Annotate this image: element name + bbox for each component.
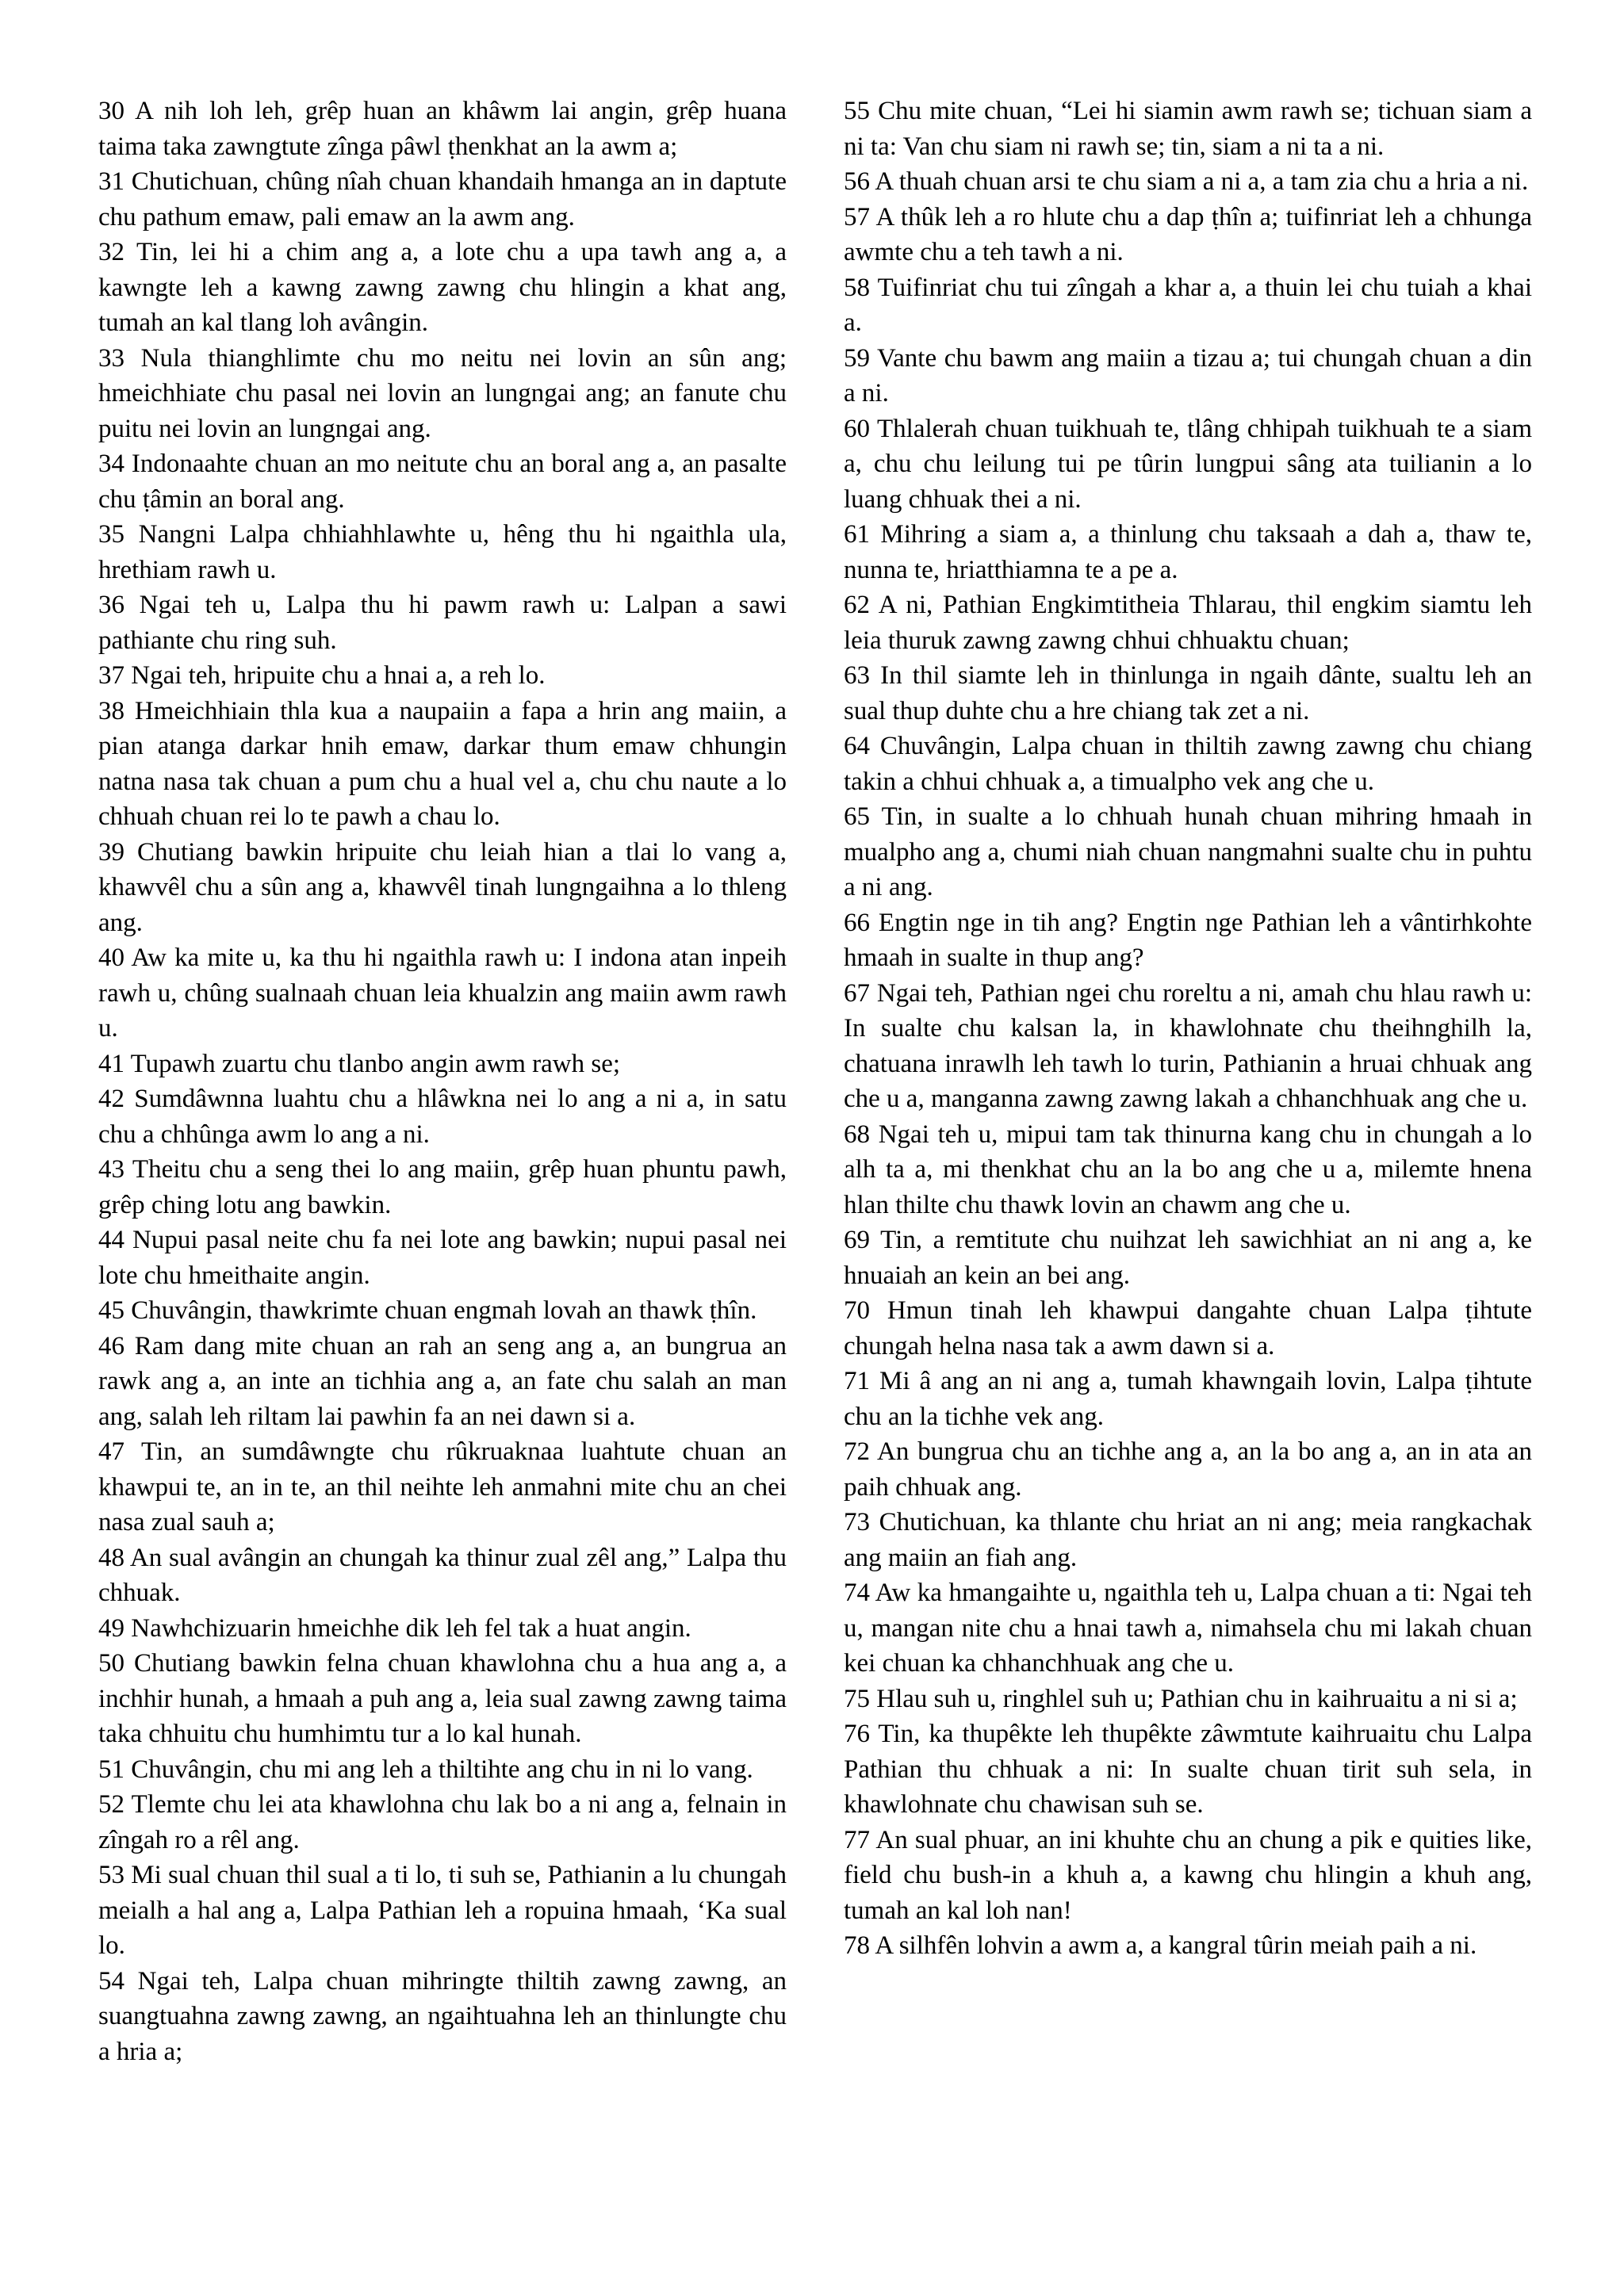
verse-paragraph: 40 Aw ka mite u, ka thu hi ngaithla rawh u: I indona atan inpeih rawh u, chûng sualnaah chuan leia khualzin ang maiin awm rawh u. xyxy=(98,943,787,1043)
verse-paragraph: 49 Nawhchizuarin hmeichhe dik leh fel tak a huat angin. xyxy=(98,1613,691,1643)
verse-paragraph: 46 Ram dang mite chuan an rah an seng ang a, an bungrua an rawk ang a, an inte an tichhia ang a, an fate chu salah an man ang, salah leh riltam lai pawhin fa an nei dawn si a. xyxy=(98,1331,787,1431)
verse-paragraph: 70 Hmun tinah leh khawpui dangahte chuan Lalpa ṭihtute chungah helna nasa tak a awm dawn si a. xyxy=(844,1296,1532,1360)
verse-paragraph: 44 Nupui pasal neite chu fa nei lote ang bawkin; nupui pasal nei lote chu hmeithaite angin. xyxy=(98,1226,787,1290)
verse-paragraph: 35 Nangni Lalpa chhiahhlawhte u, hêng thu hi ngaithla ula, hrethiam rawh u. xyxy=(98,520,787,584)
verse-paragraph: 73 Chutichuan, ka thlante chu hriat an ni ang; meia rangkachak ang maiin an fiah ang. xyxy=(844,1508,1532,1572)
verse-paragraph: 69 Tin, a remtitute chu nuihzat leh sawichhiat an ni ang a, ke hnuaiah an kein an bei ang. xyxy=(844,1226,1532,1290)
verse-paragraph: 53 Mi sual chuan thil sual a ti lo, ti suh se, Pathianin a lu chungah meialh a hal ang a, Lalpa Pathian leh a ropuina hmaah, ‘Ka sual lo. xyxy=(98,1861,787,1960)
verse-paragraph: 52 Tlemte chu lei ata khawlohna chu lak bo a ni ang a, felnain in zîngah ro a rêl ang. xyxy=(98,1790,787,1854)
verse-paragraph: 68 Ngai teh u, mipui tam tak thinurna kang chu in chungah a lo alh ta a, mi thenkhat chu an la bo ang che u a, milemte hnena hlan thilte chu thawk lovin an chawm ang che u. xyxy=(844,1119,1532,1219)
verse-paragraph: 63 In thil siamte leh in thinlunga in ngaih dânte, sualtu leh an sual thup duhte chu a hre chiang tak zet a ni. xyxy=(844,661,1532,725)
verse-paragraph: 45 Chuvângin, thawkrimte chuan engmah lovah an thawk ṭhîn. xyxy=(98,1296,757,1325)
verse-paragraph: 31 Chutichuan, chûng nîah chuan khandaih hmanga an in daptute chu pathum emaw, pali emaw an la awm ang. xyxy=(98,167,787,232)
verse-paragraph: 30 A nih loh leh, grêp huan an khâwm lai angin, grêp huana taima taka zawngtute zînga pâwl ṭhenkhat an la awm a; xyxy=(98,97,787,161)
verse-paragraph: 72 An bungrua chu an tichhe ang a, an la bo ang a, an in ata an paih chhuak ang. xyxy=(844,1437,1532,1502)
verse-paragraph: 55 Chu mite chuan, “Lei hi siamin awm rawh se; tichuan siam a ni ta: Van chu siam ni rawh se; tin, siam a ni ta a ni. xyxy=(844,97,1532,161)
verse-paragraph: 66 Engtin nge in tih ang? Engtin nge Pathian leh a vântirhkohte hmaah in sualte in thup ang? xyxy=(844,908,1532,972)
verse-paragraph: 47 Tin, an sumdâwngte chu rûkruaknaa luahtute chuan an khawpui te, an in te, an thil neihte leh anmahni mite chu an chei nasa zual sauh a; xyxy=(98,1437,787,1536)
verse-paragraph: 61 Mihring a siam a, a thinlung chu taksaah a dah a, thaw te, nunna te, hriatthiamna te a pe a. xyxy=(844,520,1532,584)
verse-paragraph: 65 Tin, in sualte a lo chhuah hunah chuan mihring hmaah in mualpho ang a, chumi niah chuan nangmahni sualte chu in puhtu a ni ang. xyxy=(844,802,1532,901)
verse-paragraph: 41 Tupawh zuartu chu tlanbo angin awm rawh se; xyxy=(98,1049,621,1078)
verse-paragraph: 77 An sual phuar, an ini khuhte chu an chung a pik e quities like, field chu bush-in a khuh a, a kawng chu hlingin a khuh ang, tumah an kal loh nan! xyxy=(844,1825,1532,1925)
verse-paragraph: 59 Vante chu bawm ang maiin a tizau a; tui chungah chuan a din a ni. xyxy=(844,343,1532,408)
verse-paragraph: 75 Hlau suh u, ringhlel suh u; Pathian chu in kaihruaitu a ni si a; xyxy=(844,1684,1518,1713)
verse-paragraph: 58 Tuifinriat chu tui zîngah a khar a, a thuin lei chu tuiah a khai a. xyxy=(844,273,1532,337)
verse-paragraph: 34 Indonaahte chuan an mo neitute chu an boral ang a, an pasalte chu ṭâmin an boral ang. xyxy=(98,450,787,514)
verse-paragraph: 42 Sumdâwnna luahtu chu a hlâwkna nei lo ang a ni a, in satu chu a chhûnga awm lo ang a ni. xyxy=(98,1085,787,1149)
verse-paragraph: 37 Ngai teh, hripuite chu a hnai a, a reh lo. xyxy=(98,661,546,690)
verse-paragraph: 56 A thuah chuan arsi te chu siam a ni a, a tam zia chu a hria a ni. xyxy=(844,167,1529,196)
verse-paragraph: 39 Chutiang bawkin hripuite chu leiah hian a tlai lo vang a, khawvêl chu a sûn ang a, khawvêl tinah lungngaihna a lo thleng ang. xyxy=(98,837,787,937)
verse-paragraph: 54 Ngai teh, Lalpa chuan mihringte thiltih zawng zawng, an suangtuahna zawng zawng, an ngaihtuahna leh an thinlungte chu a hria a; xyxy=(98,1966,787,2066)
verse-paragraph: 60 Thlalerah chuan tuikhuah te, tlâng chhipah tuikhuah te a siam a, chu chu leilung tui pe tûrin lungpui sâng ata tuilianin a lo luang chhuak thei a ni. xyxy=(844,414,1532,514)
verse-paragraph: 78 A silhfên lohvin a awm a, a kangral tûrin meiah paih a ni. xyxy=(844,1931,1477,1960)
verse-paragraph: 71 Mi â ang an ni ang a, tumah khawngaih lovin, Lalpa ṭihtute chu an la tichhe vek ang. xyxy=(844,1367,1532,1431)
verse-paragraph: 74 Aw ka hmangaihte u, ngaithla teh u, Lalpa chuan a ti: Ngai teh u, mangan nite chu a hnai tawh a, nimahsela chu mi lakah chuan kei chuan ka chhanchhuak ang che u. xyxy=(844,1578,1532,1678)
verse-paragraph: 36 Ngai teh u, Lalpa thu hi pawm rawh u: Lalpan a sawi pathiante chu ring suh. xyxy=(98,591,787,655)
verse-paragraph: 38 Hmeichhiain thla kua a naupaiin a fapa a hrin ang maiin, a pian atanga darkar hnih emaw, darkar thum emaw chhungin natna nasa tak chuan a pum chu a hual vel a, chu chu naute a lo chhuah chuan rei lo te pawh a chau lo. xyxy=(98,696,787,831)
verse-paragraph: 67 Ngai teh, Pathian ngei chu roreltu a ni, amah chu hlau rawh u: In sualte chu kalsan la, in khawlohnate chu theihnghilh la, chatuana inrawlh leh tawh lo turin, Pathianin a hruai chhuak ang che u a, manganna zawng zawng lakah a chhanchhuak ang che u. xyxy=(844,978,1532,1113)
verse-paragraph: 33 Nula thianghlimte chu mo neitu nei lovin an sûn ang; hmeichhiate chu pasal nei lovin an lungngai ang; an fanute chu puitu nei lovin an lungngai ang. xyxy=(98,343,787,443)
left-column xyxy=(98,94,787,2069)
verse-paragraph: 76 Tin, ka thupêkte leh thupêkte zâwmtute kaihruaitu chu Lalpa Pathian thu chhuak a ni: In sualte chuan tirit suh sela, in khawlohnate chu chawisan suh se. xyxy=(844,1720,1532,1819)
verse-paragraph: 32 Tin, lei hi a chim ang a, a lote chu a upa tawh ang a, a kawngte leh a kawng zawng zawng chu hlingin a khat ang, tumah an kal tlang loh avângin. xyxy=(98,238,787,337)
right-column xyxy=(844,94,1532,1964)
verse-paragraph: 57 A thûk leh a ro hlute chu a dap ṭhîn a; tuifinriat leh a chhunga awmte chu a teh tawh a ni. xyxy=(844,202,1532,266)
verse-paragraph: 51 Chuvângin, chu mi ang leh a thiltihte ang chu in ni lo vang. xyxy=(98,1755,753,1784)
verse-paragraph: 48 An sual avângin an chungah ka thinur zual zêl ang,” Lalpa thu chhuak. xyxy=(98,1543,787,1607)
verse-paragraph: 64 Chuvângin, Lalpa chuan in thiltih zawng zawng chu chiang takin a chhui chhuak a, a timualpho vek ang che u. xyxy=(844,732,1532,796)
verse-paragraph: 50 Chutiang bawkin felna chuan khawlohna chu a hua ang a, a inchhir hunah, a hmaah a puh ang a, leia sual zawng zawng taima taka chhuitu chu humhimtu tur a lo kal hunah. xyxy=(98,1649,787,1748)
verse-paragraph: 62 A ni, Pathian Engkimtitheia Thlarau, thil engkim siamtu leh leia thuruk zawng zawng chhui chhuaktu chuan; xyxy=(844,591,1532,655)
verse-paragraph: 43 Theitu chu a seng thei lo ang maiin, grêp huan phuntu pawh, grêp ching lotu ang bawkin. xyxy=(98,1155,787,1219)
